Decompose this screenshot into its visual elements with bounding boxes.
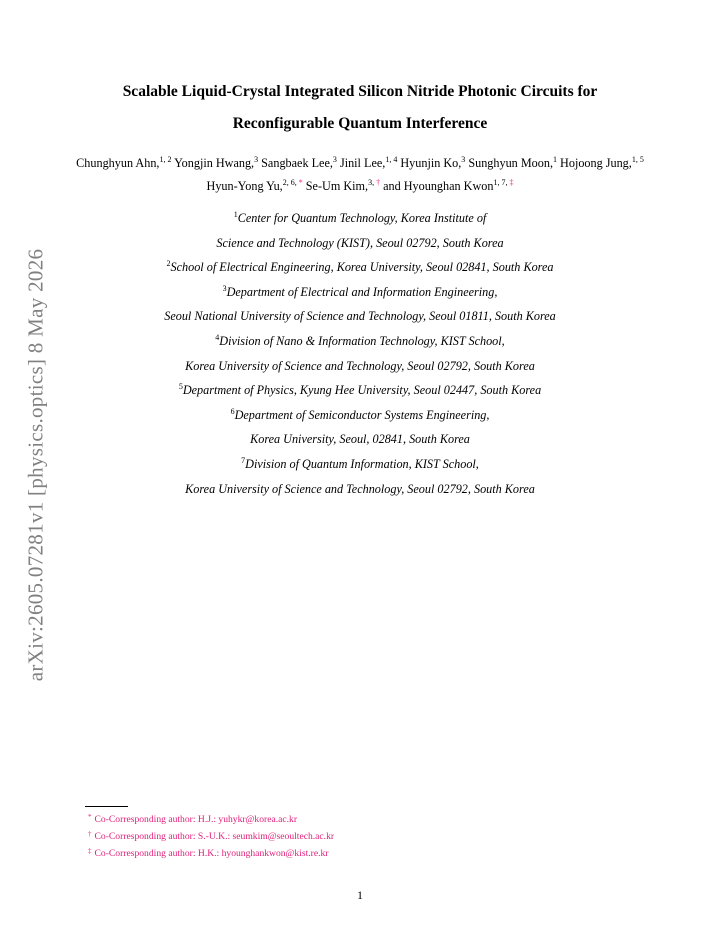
footnote-divider — [85, 806, 128, 807]
author: and Hyounghan Kwon$^{1, 7, \ddagger}$ — [383, 178, 514, 193]
footnote-mark[interactable]: † — [376, 178, 381, 187]
paper-title — [80, 76, 640, 140]
author: Chunghyun Ahn,$^{1, 2}$ — [76, 155, 172, 170]
affiliation-line: Korea University, Seoul, 02841, South Korea — [250, 432, 470, 447]
affiliation-list — [70, 206, 650, 501]
title-line: Scalable Liquid-Crystal Integrated Silicon Nitride Photonic Circuits for — [122, 83, 598, 100]
affiliation-line: Korea University of Science and Technology, Seoul 02792, South Korea — [185, 358, 535, 373]
author: Jinil Lee,$^{1, 4}$ — [339, 155, 398, 170]
affiliation-line: $^4$Division of Nano & Information Technology, KIST School, — [215, 332, 505, 348]
author: Hyunjin Ko,$^3$ — [400, 155, 466, 170]
author: Hyun-Yong Yu,$^{2, 6, *}$ — [206, 178, 303, 193]
author: Se-Um Kim,$^{3, \dagger}$ — [305, 178, 381, 193]
author: Sunghyun Moon,$^1$ — [468, 155, 557, 170]
affiliation-line: Seoul National University of Science and Technology, Seoul 01811, South Korea — [164, 309, 556, 324]
footnote[interactable]: † Co-Corresponding author: S.-U.K.: seumkim@seoultech.ac.kr — [88, 830, 335, 842]
page-number: 1 — [357, 888, 363, 902]
footnote-mark[interactable]: ‡ — [509, 178, 514, 187]
title-line: Reconfigurable Quantum Interference — [232, 115, 488, 132]
author-list — [70, 152, 650, 198]
affiliation-line: $^7$Division of Quantum Information, KIST School, — [241, 455, 479, 471]
author: Sangbaek Lee,$^3$ — [261, 155, 337, 170]
affiliation-line: $^6$Department of Semiconductor Systems Engineering, — [230, 406, 490, 422]
footnotes — [88, 811, 334, 862]
arxiv-identifier-stamp: arXiv:2605.07281v1 [physics.optics] 8 May 2026 — [23, 248, 48, 682]
affiliation-line: $^1$Center for Quantum Technology, Korea Institute of — [233, 210, 487, 225]
footnote[interactable]: * Co-Corresponding author: H.J.: yuhykr@korea.ac.kr — [88, 813, 298, 825]
footnote-mark[interactable]: * — [298, 178, 303, 187]
affiliation-line: $^5$Department of Physics, Kyung Hee University, Seoul 02447, South Korea — [178, 382, 542, 398]
affiliation-line: Science and Technology (KIST), Seoul 02792, South Korea — [216, 235, 504, 250]
affiliation-line: $^3$Department of Electrical and Information Engineering, — [222, 283, 498, 299]
author: Hojoong Jung,$^{1, 5}$ — [560, 155, 644, 170]
author: Yongjin Hwang,$^3$ — [174, 155, 259, 170]
affiliation-line: Korea University of Science and Technology, Seoul 02792, South Korea — [185, 481, 535, 496]
footnote[interactable]: ‡ Co-Corresponding author: H.K.: hyounghankwon@kist.re.kr — [88, 847, 329, 859]
affiliation-line: $^2$School of Electrical Engineering, Korea University, Seoul 02841, South Korea — [166, 259, 554, 275]
